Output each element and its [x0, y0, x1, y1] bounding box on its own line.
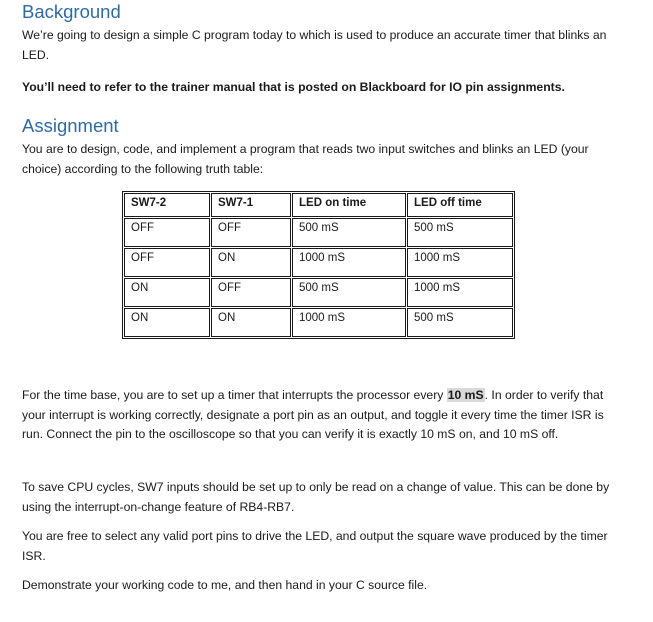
table-cell: ON — [124, 308, 210, 337]
header-sw7-1: SW7-1 — [211, 193, 291, 217]
table-cell: 1000 mS — [292, 248, 406, 277]
table-cell: OFF — [211, 278, 291, 307]
table-cell: 500 mS — [292, 278, 406, 307]
table-row — [124, 248, 513, 277]
timebase-highlight: 10 mS — [447, 388, 484, 402]
table-cell: 1000 mS — [407, 278, 513, 307]
truth-table — [122, 191, 515, 339]
table-row — [124, 218, 513, 247]
background-heading: Background — [22, 1, 121, 22]
table-cell: ON — [211, 308, 291, 337]
table-cell: 1000 mS — [292, 308, 406, 337]
table-cell: OFF — [124, 248, 210, 277]
timebase-text-after: . In order to verify that your interrupt is working correctly, designate a port pin as an output, and toggle it every time the timer ISR is run. Connect the pin to the oscilloscope so that you can verify it is exactly 10 mS on, and 10 mS off. — [22, 388, 604, 441]
table-cell: ON — [124, 278, 210, 307]
background-intro-paragraph: We’re going to design a simple C program today to which is used to produce an accurate timer that blinks an LED. — [22, 28, 607, 62]
table-cell: OFF — [211, 218, 291, 247]
ports-paragraph: You are free to select any valid port pins to drive the LED, and output the square wave produced by the timer ISR. — [22, 529, 608, 563]
assignment-paragraph: You are to design, code, and implement a program that reads two input switches and blinks an LED (your choice) according to the following truth table: — [22, 142, 589, 176]
assignment-heading: Assignment — [22, 115, 119, 136]
timebase-paragraph — [22, 386, 628, 445]
demo-paragraph: Demonstrate your working code to me, and then hand in your C source file. — [22, 578, 428, 592]
table-row — [124, 278, 513, 307]
truth-table-header-row — [124, 193, 513, 217]
table-cell: 500 mS — [407, 308, 513, 337]
table-row — [124, 308, 513, 337]
table-cell: ON — [211, 248, 291, 277]
table-cell: 1000 mS — [407, 248, 513, 277]
timebase-text-before: For the time base, you are to set up a timer that interrupts the processor every — [22, 388, 447, 402]
table-cell: OFF — [124, 218, 210, 247]
header-sw7-2: SW7-2 — [124, 193, 210, 217]
table-cell: 500 mS — [407, 218, 513, 247]
trainer-manual-note: You’ll need to refer to the trainer manual that is posted on Blackboard for IO pin assignments. — [22, 80, 565, 94]
table-cell: 500 mS — [292, 218, 406, 247]
cpu-paragraph: To save CPU cycles, SW7 inputs should be set up to only be read on a change of value. This can be done by using the interrupt-on-change feature of RB4-RB7. — [22, 480, 610, 514]
header-led-on-time: LED on time — [292, 193, 406, 217]
header-led-off-time: LED off time — [407, 193, 513, 217]
